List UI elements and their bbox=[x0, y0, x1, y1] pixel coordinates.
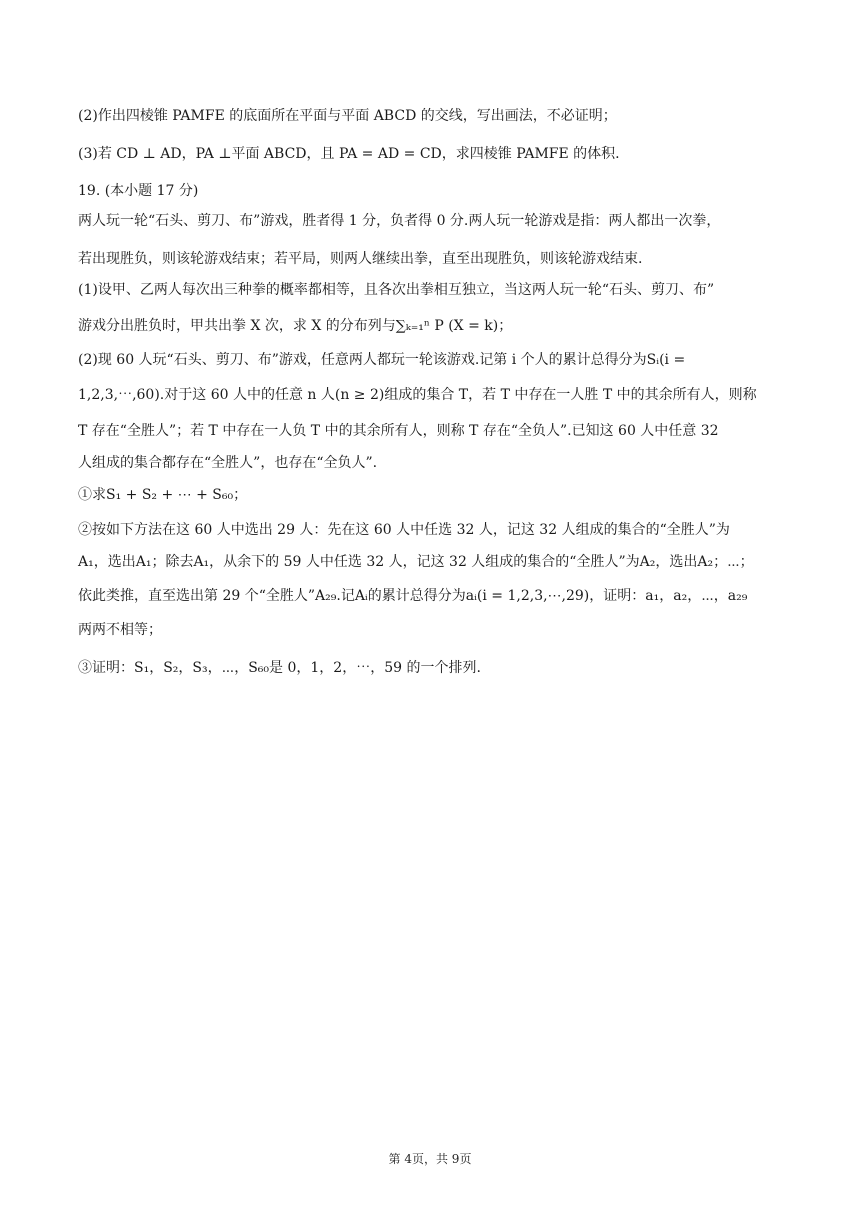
question-19-subpart-3: ③证明：S₁，S₂，S₃，⋯，S₆₀是 0，1，2，⋯，59 的一个排列. bbox=[78, 660, 481, 676]
question-19-part-2-line-4: 人组成的集合都存在“全胜人”，也存在“全负人”. bbox=[78, 455, 378, 471]
question-18-part-3: (3)若 CD ⊥ AD，PA ⊥平面 ABCD，且 PA = AD = CD，求四棱锥 PAMFE 的体积. bbox=[78, 146, 620, 162]
question-19-subpart-2-line-4: 两两不相等； bbox=[78, 622, 162, 638]
question-19-part-2-line-3: T 存在“全胜人”；若 T 中存在一人负 T 中的其余所有人，则称 T 存在“全负人”.已知这 60 人中任意 32 bbox=[78, 423, 719, 439]
question-19-part-2-line-1: (2)现 60 人玩“石头、剪刀、布”游戏，任意两人都玩一轮该游戏.记第 i 个人的累计总得分为Sᵢ(i = bbox=[78, 352, 686, 368]
question-19-header: 19. (本小题 17 分) bbox=[78, 183, 199, 199]
question-19-subpart-1: ①求S₁ + S₂ + ⋯ + S₆₀； bbox=[78, 487, 248, 503]
question-19-subpart-2-line-1: ②按如下方法在这 60 人中选出 29 人：先在这 60 人中任选 32 人，记这 32 人组成的集合的“全胜人”为 bbox=[78, 522, 730, 538]
question-18-part-2: (2)作出四棱锥 PAMFE 的底面所在平面与平面 ABCD 的交线，写出画法，不必证明； bbox=[78, 108, 617, 124]
question-19-intro-line-1: 两人玩一轮“石头、剪刀、布”游戏，胜者得 1 分，负者得 0 分.两人玩一轮游戏是指：两人都出一次拳， bbox=[78, 213, 721, 229]
question-19-intro-line-2: 若出现胜负，则该轮游戏结束；若平局，则两人继续出拳，直至出现胜负，则该轮游戏结束. bbox=[78, 251, 643, 267]
question-19-subpart-2-line-2: A₁，选出A₁；除去A₁，从余下的 59 人中任选 32 人，记这 32 人组成的集合的“全胜人”为A₂，选出A₂；⋯； bbox=[78, 554, 754, 570]
question-19-subpart-2-line-3: 依此类推，直至选出第 29 个“全胜人”A₂₉.记Aᵢ的累计总得分为aᵢ(i = 1,2,3,⋯,29)，证明：a₁，a₂，⋯，a₂₉ bbox=[78, 588, 748, 604]
page-footer: 第 4页，共 9页 bbox=[388, 1152, 472, 1166]
question-19-part-1-line-2: 游戏分出胜负时，甲共出拳 X 次，求 X 的分布列与∑ₖ₌₁ⁿ P (X = k)； bbox=[78, 318, 513, 334]
question-19-part-2-line-2: 1,2,3,⋯,60).对于这 60 人中的任意 n 人(n ≥ 2)组成的集合 T，若 T 中存在一人胜 T 中的其余所有人，则称 bbox=[78, 387, 757, 403]
question-19-part-1-line-1: (1)设甲、乙两人每次出三种拳的概率都相等，且各次出拳相互独立，当这两人玩一轮“石头、剪刀、布” bbox=[78, 282, 715, 298]
